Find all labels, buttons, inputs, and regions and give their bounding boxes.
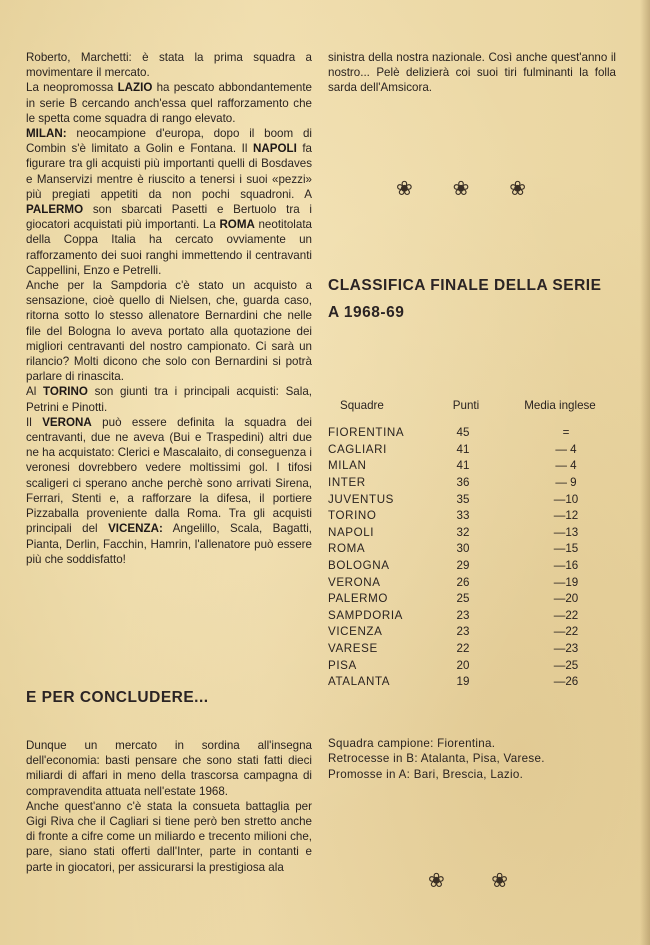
text-run: neotitolata della Coppa Italia ha cercato ovviamente un rafforzamento dei suoi ranghi immettendo il centravanti Cappellini, Enzo e Petrelli. xyxy=(26,218,312,277)
table-row xyxy=(328,508,616,525)
section-heading-concludere: E PER CONCLUDERE... xyxy=(26,689,209,706)
right-column xyxy=(328,50,616,781)
points-cell: 26 xyxy=(456,575,470,589)
paragraph xyxy=(26,278,312,384)
text-run: Anche per la Sampdoria c'è stato un acquisto a sensazione, cioè quello di Nielsen, che, guarda caso, ritorna sotto lo stesso allenatore Bernardini che nelle file del Bologna lo aveva portato alla quotazione dei migliori centravanti del nostro campionato. Ci sarà un rilancio? Molti dicono che solo con Bernardini si potrà parlare di rinascita. xyxy=(26,279,312,384)
team-cell: ATALANTA xyxy=(328,675,391,689)
team-cell: VARESE xyxy=(328,641,378,655)
media-cell: —22 xyxy=(553,608,579,622)
season-notes xyxy=(328,736,616,782)
page-fold-shadow xyxy=(640,0,650,945)
team-cell: SAMPDORIA xyxy=(328,608,403,622)
team-cell: ROMA xyxy=(328,542,366,556)
text-run: La neopromossa xyxy=(26,81,118,95)
team-cell: CAGLIARI xyxy=(328,442,387,456)
highlighted-team-name: PALERMO xyxy=(26,203,84,217)
points-cell: 23 xyxy=(456,608,470,622)
flower-ornament-icon: ❀ xyxy=(509,178,526,200)
highlighted-team-name: ROMA xyxy=(219,218,255,232)
media-cell: — 4 xyxy=(555,459,577,473)
highlighted-team-name: LAZIO xyxy=(117,81,153,95)
text-run: può essere definita la squadra dei centravanti, due ne aveva (Bui e Traspedini) altri due ne ha acquistato: Clerici e Mascalaito, di conseguenza i veronesi dovrebbero vedere moltissimi gol. I tifosi scaligeri ci sperano anche perchè sono arrivati Sirena, Ferrari, Stenti e, a rafforzare la difesa, il portiere Pizzaballa proveniente dalla Roma. Tra gli acquisti principali del xyxy=(26,415,312,536)
team-cell: NAPOLI xyxy=(328,525,375,539)
table-header-row xyxy=(328,398,616,425)
team-cell: PALERMO xyxy=(328,592,389,606)
media-cell: —25 xyxy=(553,658,579,672)
ornament-row-bottom xyxy=(428,868,508,893)
text-run: son giunti tra i principali acquisti: Sala, Petrini e Pinotti. xyxy=(26,385,312,414)
paragraph: Dunque un mercato in sordina all'insegna dell'economia: basti pensare che sono stati fatti dieci miliardi di affari in meno della trascorsa campagna di compravendita attuata nell'estate 1968. xyxy=(26,739,312,798)
highlighted-team-name: VICENZA: xyxy=(108,522,163,536)
points-cell: 32 xyxy=(456,525,470,539)
paragraph xyxy=(26,126,312,278)
points-cell: 22 xyxy=(456,641,470,655)
media-cell: —26 xyxy=(553,675,579,689)
table-row xyxy=(328,525,616,542)
media-cell: —20 xyxy=(553,592,579,606)
team-cell: BOLOGNA xyxy=(328,558,390,572)
flower-ornament-icon: ❀ xyxy=(491,870,508,892)
table-row xyxy=(328,608,616,625)
table-row xyxy=(328,575,616,592)
team-cell: JUVENTUS xyxy=(328,492,394,506)
media-cell: —15 xyxy=(553,542,579,556)
table-row xyxy=(328,475,616,492)
flower-ornament-icon: ❀ xyxy=(396,178,413,200)
paragraph xyxy=(26,384,312,414)
points-cell: 36 xyxy=(456,475,470,489)
points-cell: 33 xyxy=(456,509,470,523)
note-promoted: Promosse in A: Bari, Brescia, Lazio. xyxy=(328,767,524,781)
ornament-row xyxy=(396,178,526,200)
media-cell: —13 xyxy=(553,525,579,539)
media-cell: —10 xyxy=(553,492,579,506)
points-cell: 29 xyxy=(456,558,470,572)
paragraph xyxy=(26,80,312,126)
column-header-media: Media inglese xyxy=(524,399,596,412)
team-cell: FIORENTINA xyxy=(328,426,405,440)
text-run: Roberto, Marchetti: è stata la prima squadra a movimentare il mercato. xyxy=(26,51,312,80)
media-cell: = xyxy=(562,426,570,440)
media-cell: —22 xyxy=(553,625,579,639)
points-cell: 41 xyxy=(456,442,470,456)
points-cell: 20 xyxy=(456,658,470,672)
team-cell: TORINO xyxy=(328,509,377,523)
standings-title: CLASSIFICA FINALE DELLA SERIE A 1968-69 xyxy=(328,277,602,321)
paragraph xyxy=(26,415,312,567)
text-run: Il xyxy=(26,415,43,429)
points-cell: 25 xyxy=(456,592,470,606)
table-row xyxy=(328,492,616,509)
table-row xyxy=(328,674,616,691)
team-cell: VICENZA xyxy=(328,625,383,639)
table-row xyxy=(328,624,616,641)
table-row xyxy=(328,641,616,658)
standings-table xyxy=(328,398,616,691)
media-cell: —12 xyxy=(553,509,579,523)
right-intro-text: sinistra della nostra nazionale. Così anche quest'anno il nostro... Pelè delizierà coi suoi tiri fulminanti la folla sarda dell'Amsicora. xyxy=(328,51,616,95)
column-header-team: Squadre xyxy=(340,399,384,412)
media-cell: —19 xyxy=(553,575,579,589)
paragraph xyxy=(26,50,312,80)
table-row xyxy=(328,458,616,475)
text-run: son sbarcati Pasetti e Bertuolo tra i giocatori acquistati più importanti. La xyxy=(26,203,312,232)
table-row xyxy=(328,442,616,459)
highlighted-team-name: MILAN: xyxy=(26,127,67,141)
left-top-text xyxy=(26,50,312,567)
flower-ornament-icon: ❀ xyxy=(452,178,470,200)
team-cell: MILAN xyxy=(328,459,367,473)
column-header-points: Punti xyxy=(452,399,480,412)
table-row xyxy=(328,591,616,608)
note-champion: Squadra campione: Fiorentina. xyxy=(328,737,496,750)
points-cell: 45 xyxy=(456,426,470,440)
table-row xyxy=(328,541,616,558)
media-cell: —23 xyxy=(553,641,579,655)
highlighted-team-name: NAPOLI xyxy=(252,142,297,156)
table-row xyxy=(328,658,616,675)
highlighted-team-name: TORINO xyxy=(43,385,88,399)
points-cell: 19 xyxy=(456,675,470,689)
points-cell: 30 xyxy=(456,542,470,556)
standings-body xyxy=(328,425,616,691)
left-bottom-text xyxy=(26,738,312,875)
flower-ornament-icon: ❀ xyxy=(428,870,445,892)
team-cell: VERONA xyxy=(328,575,381,589)
media-cell: — 9 xyxy=(555,475,577,489)
left-column xyxy=(26,50,313,874)
media-cell: — 4 xyxy=(555,442,577,456)
team-cell: PISA xyxy=(328,658,357,672)
text-run: fa figurare tra gli acquisti più importanti quelli di Bosdaves e Manservizi mentre è riuscito a tenersi i suoi «pezzi» più pregiati appetiti da non pochi squadroni. A xyxy=(26,142,313,201)
points-cell: 35 xyxy=(456,492,470,506)
team-cell: INTER xyxy=(328,475,366,489)
text-run: neocampione d'europa, dopo il boom di Combin s'è limitato a Golin e Fontana. Il xyxy=(26,127,312,156)
note-relegated: Retrocesse in B: Atalanta, Pisa, Varese. xyxy=(328,752,545,766)
table-row xyxy=(328,558,616,575)
points-cell: 41 xyxy=(456,459,470,473)
highlighted-team-name: VERONA xyxy=(42,415,92,429)
points-cell: 23 xyxy=(456,625,470,639)
table-row xyxy=(328,425,616,442)
text-run: ha pescato abbondantemente in serie B cercando anch'essa quel rafforzamento che le spetta come squadra di rango elevato. xyxy=(26,81,313,125)
paragraph: Anche quest'anno c'è stata la consueta battaglia per Gigi Riva che il Cagliari si tiene però ben stretto anche di fronte a cifre come un miliardo e trecento milioni che, pare, siano stati offerti dall'Inter, parte in contanti e parte in giocatori, per assicurarsi la prestigiosa ala xyxy=(26,799,312,874)
media-cell: —16 xyxy=(553,558,579,572)
text-run: Al xyxy=(26,385,44,399)
text-run: Angelillo, Scala, Bagatti, Pianta, Derlin, Facchin, Hamrin, l'allenatore può essere più che soddisfatto! xyxy=(26,522,312,566)
